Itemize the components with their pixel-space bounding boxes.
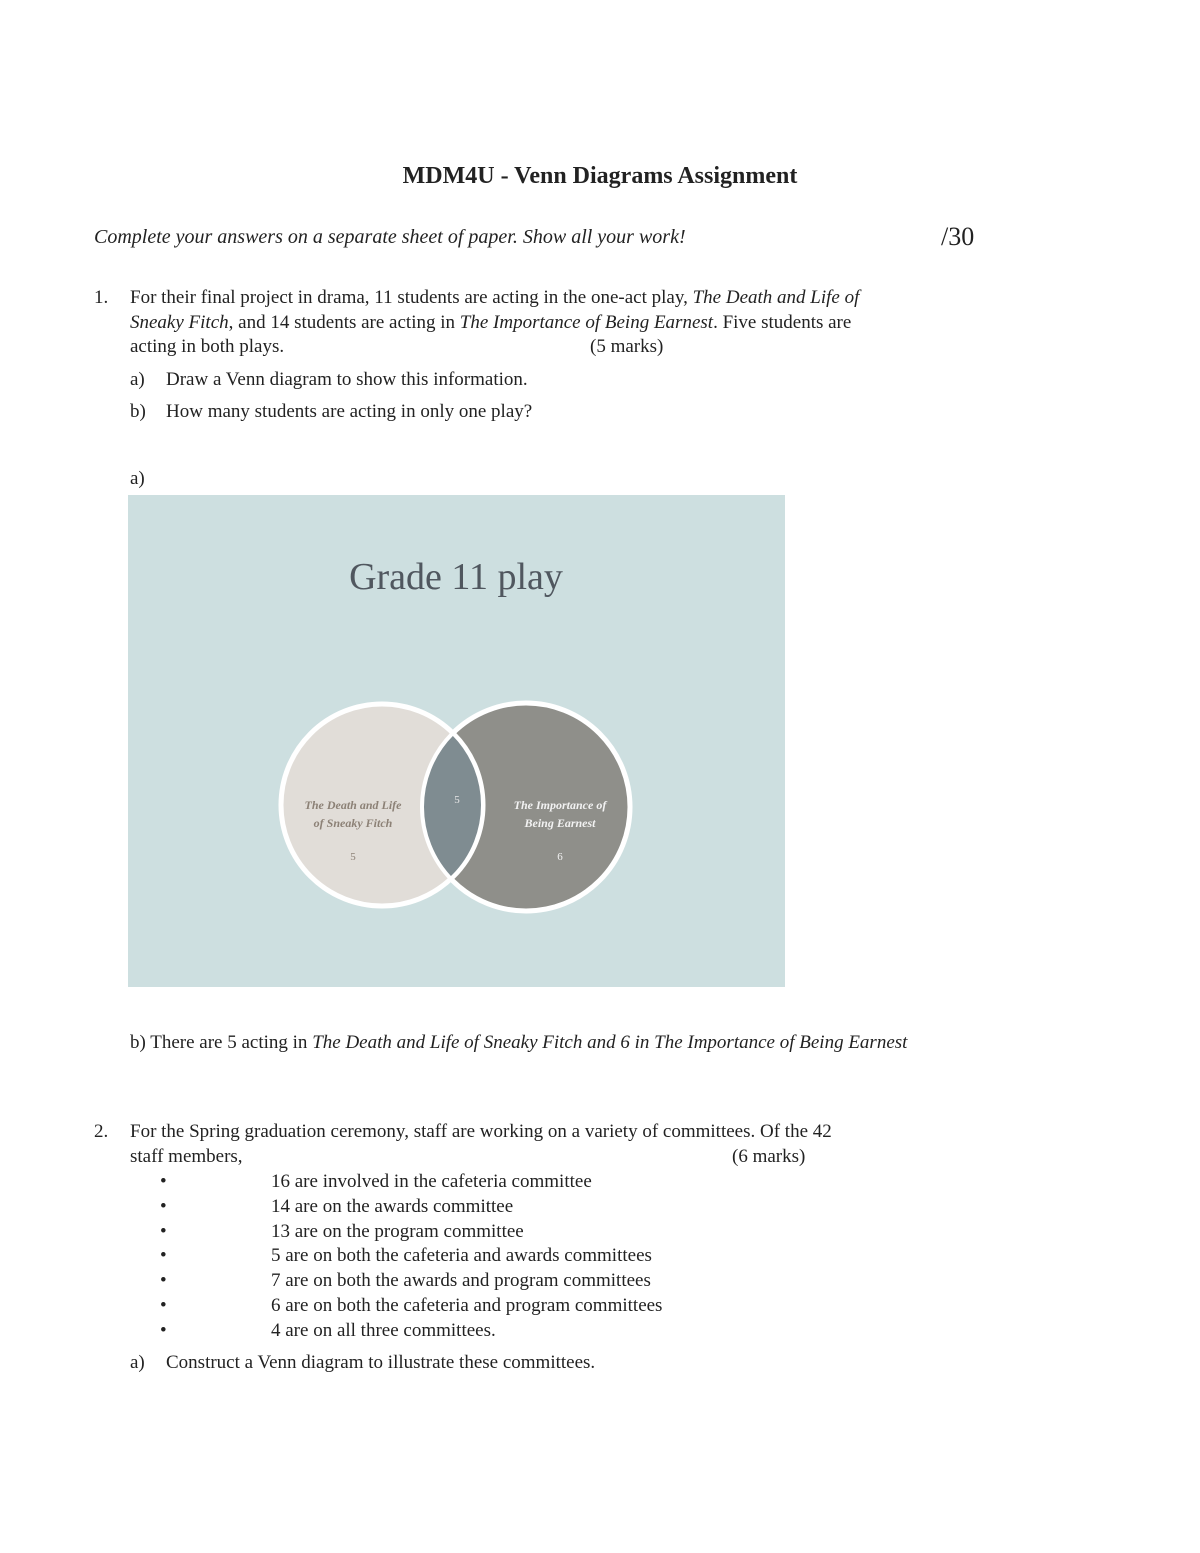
venn-right-value: 6: [557, 851, 563, 863]
bullet-icon: •: [160, 1245, 167, 1266]
venn-right-label-line-2: Being Earnest: [524, 816, 596, 830]
q2-line-2: staff members,: [130, 1146, 243, 1167]
list-item: 14 are on the awards committee: [271, 1196, 514, 1217]
bullet-icon: •: [160, 1270, 167, 1291]
venn-diagram-image: [128, 495, 785, 987]
q1a-label: a): [130, 369, 145, 390]
q1-line-1: For their final project in drama, 11 students are acting in the one-act play, The Death and Life of: [130, 287, 860, 308]
bullet-icon: •: [160, 1196, 167, 1217]
bullet-icon: •: [160, 1295, 167, 1316]
q1b-label: b): [130, 401, 146, 422]
venn-left-label-line-2: of Sneaky Fitch: [313, 816, 393, 830]
venn-overlap-value: 5: [454, 794, 460, 806]
q1-marks: (5 marks): [590, 336, 664, 357]
q2a-label: a): [130, 1352, 145, 1373]
q1-number: 1.: [94, 287, 109, 308]
list-item: 5 are on both the cafeteria and awards committees: [271, 1245, 652, 1266]
list-item: 7 are on both the awards and program committees: [271, 1270, 651, 1291]
bullet-icon: •: [160, 1171, 167, 1192]
q2a-text: Construct a Venn diagram to illustrate these committees.: [166, 1352, 596, 1373]
venn-left-value: 5: [350, 851, 356, 863]
q1-line-2: Sneaky Fitch, and 14 students are acting in The Importance of Being Earnest. Five students are: [130, 312, 852, 333]
bullet-icon: •: [160, 1221, 167, 1242]
instructions: Complete your answers on a separate sheet of paper. Show all your work!: [94, 226, 686, 248]
q1-line-3: acting in both plays.: [130, 336, 285, 357]
venn-right-label-line-1: The Importance of: [513, 798, 607, 812]
venn-left-label-line-1: The Death and Life: [304, 798, 402, 812]
q2-marks: (6 marks): [732, 1146, 806, 1167]
q2-number: 2.: [94, 1121, 109, 1142]
venn-title: Grade 11 play: [349, 556, 563, 598]
q1b-text: How many students are acting in only one play?: [166, 401, 533, 422]
answer-a-label: a): [130, 468, 145, 489]
list-item: 6 are on both the cafeteria and program committees: [271, 1295, 663, 1316]
list-item: 13 are on the program committee: [271, 1221, 524, 1242]
list-item: 16 are involved in the cafeteria committee: [271, 1171, 592, 1192]
q2-line-1: For the Spring graduation ceremony, staff are working on a variety of committees. Of the 42: [130, 1121, 832, 1142]
total-score: /30: [941, 222, 975, 251]
q1a-text: Draw a Venn diagram to show this information.: [166, 369, 528, 390]
bullet-icon: •: [160, 1320, 167, 1341]
list-item: 4 are on all three committees.: [271, 1320, 496, 1341]
page-title: MDM4U - Venn Diagrams Assignment: [402, 163, 798, 189]
answer-b: b) There are 5 acting in The Death and Life of Sneaky Fitch and 6 in The Importance of Being Earnest: [130, 1032, 908, 1053]
